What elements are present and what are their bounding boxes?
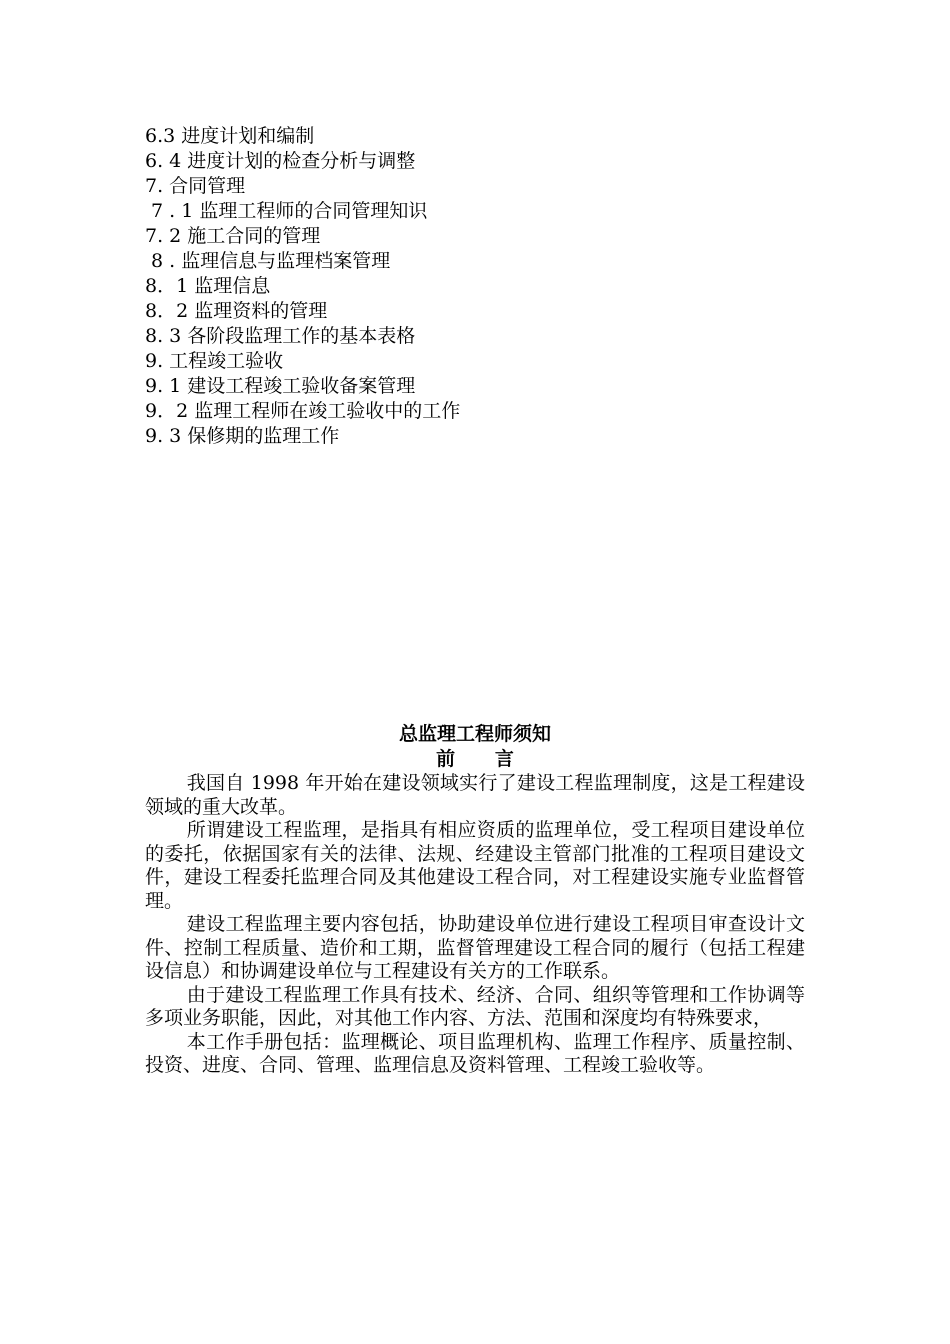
toc-item: 9. 工程竣工验收 — [145, 350, 284, 372]
toc-item: 7. 合同管理 — [145, 175, 246, 197]
table-of-contents — [145, 124, 745, 449]
preface-body — [145, 772, 805, 1078]
toc-item: 9. 1 建设工程竣工验收备案管理 — [145, 375, 416, 397]
paragraph: 所谓建设工程监理，是指具有相应资质的监理单位，受工程项目建设单位的委托，依据国家有关的法律、法规、经建设主管部门批准的工程项目建设文件，建设工程委托监理合同及其他建设工程合同，对工程建设实施专业监督管理。 — [145, 819, 805, 912]
toc-item: 8. 3 各阶段监理工作的基本表格 — [145, 325, 416, 347]
preface-heading: 前 言 — [436, 748, 514, 770]
paragraph: 我国自 1998 年开始在建设领域实行了建设工程监理制度，这是工程建设领域的重大改革。 — [145, 772, 805, 818]
toc-item: 6.3 进度计划和编制 — [145, 125, 315, 147]
toc-item: 8．2 监理资料的管理 — [145, 300, 328, 322]
toc-item: 6. 4 进度计划的检查分析与调整 — [145, 150, 416, 172]
toc-item: 7 . 1 监理工程师的合同管理知识 — [145, 200, 428, 222]
toc-item: 9．2 监理工程师在竣工验收中的工作 — [145, 400, 461, 422]
paragraph: 由于建设工程监理工作具有技术、经济、合同、组织等管理和工作协调等多项业务职能，因此，对其他工作内容、方法、范围和深度均有特殊要求， — [145, 983, 805, 1029]
toc-item: 9. 3 保修期的监理工作 — [145, 425, 340, 447]
document-title: 总监理工程师须知 — [398, 723, 551, 745]
paragraph: 建设工程监理主要内容包括，协助建设单位进行建设工程项目审查设计文件、控制工程质量、造价和工期，监督管理建设工程合同的履行（包括工程建设信息）和协调建设单位与工程建设有关方的工作联系。 — [145, 913, 805, 982]
toc-item: 7. 2 施工合同的管理 — [145, 225, 321, 247]
toc-item: 8 . 监理信息与监理档案管理 — [145, 250, 391, 272]
paragraph: 本工作手册包括：监理概论、项目监理机构、监理工作程序、质量控制、投资、进度、合同、管理、监理信息及资料管理、工程竣工验收等。 — [145, 1030, 805, 1076]
toc-item: 8．1 监理信息 — [145, 275, 271, 297]
